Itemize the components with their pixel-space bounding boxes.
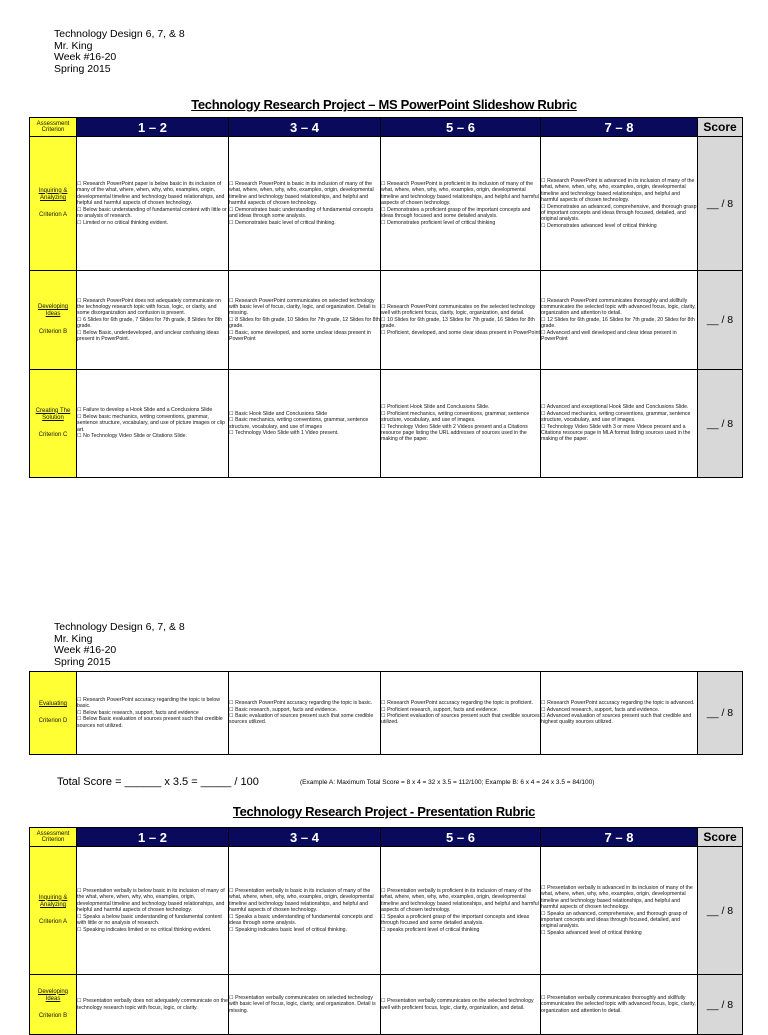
table-row	[30, 137, 743, 271]
criterion-cell	[30, 847, 77, 975]
rubric-cell: ☐ Presentation verbally is advanced in its inclusion of many of the what, where, when, why, who, examples, origin, developmental timeline and technology based relationships, and helpful and harmful aspects of chosen technology. ☐ Speaks an advanced, comprehensive, and thorough grasp of important concepts and ideas through focused, detailed, and original analysis. ☐ Speaks advanced level of critical thinking	[541, 847, 698, 975]
rubric-cell: ☐ Failure to develop a Hook Slide and a Conclusions Slide ☐ Below basic mechanics, writing conventions, grammar, sentence structure, vocabulary, and use of picture images or clip art. ☐ No Technology Video Slide or Citations Slide.	[77, 370, 229, 478]
presentation-rubric-title: Technology Research Project - Presentation Rubric	[232, 804, 536, 819]
rubric-cell: ☐ Research PowerPoint is advanced in its inclusion of many of the what, where, when, why, who, examples, origin, developmental timeline and technology based relationships, and helpful and harmful aspects of chosen technology. ☐ Demonstrates an advanced, comprehensive, and thorough grasp of important concepts and ideas through focused, detailed, and original analysis. ☐ Demonstrates advanced level of critical thinking	[541, 137, 698, 271]
level-header-2: 3 – 4	[229, 828, 381, 847]
rubric-cell: ☐ Research PowerPoint accuracy regarding the topic is proficient. ☐ Proficient research, support, facts and evidence. ☐ Proficient evaluation of sources present such that credible sources utilized.	[381, 672, 541, 755]
level-header-4: 7 – 8	[541, 118, 698, 137]
table-row	[30, 975, 743, 1035]
rubric-cell: ☐ Presentation verbally communicates on selected technology with basic level of focus, logic, clarity, and organization. Detail is missing.	[229, 975, 381, 1035]
criterion-code: Criterion B	[38, 328, 68, 335]
course-title: Technology Design 6, 7, & 8	[54, 621, 185, 633]
criterion-cell	[30, 672, 77, 755]
total-score-line: Total Score = ______ x 3.5 = _____ / 100	[57, 776, 259, 788]
criterion-code: Criterion A	[38, 919, 67, 926]
rubric-cell: ☐ Advanced and exceptional Hook Slide and Conclusions Slide. ☐ Advanced mechanics, writing conventions, grammar, sentence structure, vocabulary, and use of images. ☐ Technology Video Slide with 3 or more Videos present and a Citations resource page in MLA format listing sources used in the making of the paper.	[541, 370, 698, 478]
table-row	[30, 370, 743, 478]
score-header: Score	[698, 118, 743, 137]
level-header-4: 7 – 8	[541, 828, 698, 847]
rubric-cell: ☐ Research PowerPoint communicates on the selected technology well with proficient focus, clarity, logic, organization, and detail. ☐ 10 Slides for 6th grade, 13 Slides for 7th grade, 16 Slides for 8th grade. ☐ Proficient, developed, and some clear ideas present in PowerPoint	[381, 271, 541, 370]
rubric-cell: ☐ Presentation verbally does not adequately communicate on the technology research topic with focus, logic, or clarity.	[77, 975, 229, 1035]
term: Spring 2015	[54, 62, 111, 75]
rubric-cell: ☐ Presentation verbally is below basic in its inclusion of many of the what, where, when, why, who, examples, origin, developmental timeline and technology based relationships, and helpful and harmful aspects of chosen technology. ☐ Speaks a below basic understanding of fundamental content with little or no analysis of research. ☐ Speaking indicates limited or no critical thinking evident.	[77, 847, 229, 975]
score-blank[interactable]: __ / 8	[698, 847, 743, 975]
presentation-rubric-table	[29, 827, 743, 1035]
criterion-code: Criterion A	[38, 212, 67, 219]
rubric-cell: ☐ Research PowerPoint is basic in its inclusion of many of the what, where, when, why, who, examples, origin, developmental timeline and technology based relationships, and helpful and harmful aspects of chosen technology. ☐ Demonstrates basic understanding of fundamental concepts and ideas through some analysis. ☐ Demonstrates basic level of critical thinking.	[229, 137, 381, 271]
document-header-2	[54, 622, 185, 668]
criterion-code: Criterion D	[38, 718, 68, 724]
table-row	[30, 271, 743, 370]
criterion-cell	[30, 137, 77, 271]
criterion-name: Developing Ideas	[37, 304, 69, 318]
criterion-name: Inquiring & Analyzing	[38, 894, 68, 908]
rubric-cell: ☐ Research PowerPoint accuracy regarding the topic is below basic. ☐ Below basic research, support, facts and evidence ☐ Below Basic evaluation of sources present such that credible sources not utilized.	[77, 672, 229, 755]
rubric-cell: ☐ Basic Hook Slide and Conclusions Slide ☐ Basic mechanics, writing conventions, grammar, sentence structure, vocabulary, and use of images ☐ Technology Video Slide with 1 Video present.	[229, 370, 381, 478]
table-row	[30, 847, 743, 975]
teacher-name: Mr. King	[54, 39, 93, 52]
term: Spring 2015	[54, 655, 111, 668]
criterion-name: Creating The Solution	[35, 407, 71, 421]
document-header	[54, 29, 185, 75]
score-blank[interactable]: __ / 8	[698, 370, 743, 478]
rubric-cell: ☐ Research PowerPoint communicates on selected technology with basic level of focus, clarity, logic, and organization. Detail is missing. ☐ 8 Slides for 6th grade, 10 Slides for 7th grade, 12 Slides for 8th grade. ☐ Basic, some developed, and some unclear ideas present in PowerPoint	[229, 271, 381, 370]
criterion-name: Developing Ideas	[37, 988, 69, 1002]
table-row	[30, 672, 743, 755]
score-blank[interactable]: __ / 8	[698, 137, 743, 271]
rubric-cell: ☐ Research PowerPoint does not adequately communicate on the technology research topic with focus, logic, or clarity, and some disorganization and confusion is present. ☐ 6 Slides for 6th grade, 7 Slides for 7th grade, 8 Slides for 8th grade. ☐ Below Basic, underdeveloped, and unclear confusing ideas present in PowerPoint.	[77, 271, 229, 370]
week-range: Week #16-20	[54, 644, 117, 657]
criterion-code: Criterion B	[38, 1013, 68, 1020]
rubric-cell: ☐ Presentation verbally is basic in its inclusion of many of the what, where, when, why, who, examples, origin, developmental timeline and technology based relationships, and helpful and harmful aspects of chosen technology. ☐ Speaks a basic understanding of fundamental concepts and ideas through some analysis. ☐ Speaking indicates basic level of critical thinking.	[229, 847, 381, 975]
criterion-header: Assessment Criterion	[30, 828, 77, 847]
rubric-cell: ☐ Presentation verbally communicates thoroughly and skillfully communicates the selected topic with advanced focus, logic, clarity, organization and attention to detail.	[541, 975, 698, 1035]
teacher-name: Mr. King	[54, 632, 93, 645]
week-range: Week #16-20	[54, 51, 117, 64]
criterion-header: Assessment Criterion	[30, 118, 77, 137]
criterion-cell	[30, 975, 77, 1035]
criterion-cell	[30, 271, 77, 370]
score-blank[interactable]: __ / 8	[698, 271, 743, 370]
score-blank[interactable]: __ / 8	[698, 672, 743, 755]
level-header-3: 5 – 6	[381, 118, 541, 137]
level-header-3: 5 – 6	[381, 828, 541, 847]
rubric-cell: ☐ Research PowerPoint paper is below basic in its inclusion of many of the what, where, when, why, who, examples, origin, developmental timeline and technology based relationships, and helpful and harmful aspects of chosen technology. ☐ Below basic understanding of fundamental content with little or no analysis of research. ☐ Limited or no critical thinking evident.	[77, 137, 229, 271]
rubric-cell: ☐ Research PowerPoint is proficient in its inclusion of many of the what, where, when, why, who, examples, origin, developmental timeline and technology based relationships, and helpful and harmful aspects of chosen technology. ☐ Demonstrates a proficient grasp of the important concepts and ideas through focused and some detailed analysis. ☐ Demonstrates proficient level of critical thinking	[381, 137, 541, 271]
course-title: Technology Design 6, 7, & 8	[54, 28, 185, 40]
rubric-title: Technology Research Project – MS PowerPoint Slideshow Rubric	[191, 97, 577, 112]
rubric-cell: ☐ Research PowerPoint accuracy regarding the topic is advanced. ☐ Advanced research, support, facts and evidence. ☐ Advanced evaluation of sources present such that credible and highest quality sources utilized.	[541, 672, 698, 755]
slideshow-rubric-table	[29, 117, 743, 478]
rubric-cell: ☐ Presentation verbally communicates on the selected technology well with proficient focus, logic, clarity, organization, and detail.	[381, 975, 541, 1035]
score-header: Score	[698, 828, 743, 847]
criterion-cell	[30, 370, 77, 478]
criterion-name: Evaluating	[38, 700, 68, 707]
criterion-code: Criterion C	[38, 432, 68, 439]
level-header-2: 3 – 4	[229, 118, 381, 137]
level-header-1: 1 – 2	[77, 828, 229, 847]
score-example: (Example A: Maximum Total Score = 8 x 4 = 32 x 3.5 = 112/100; Example B: 6 x 4 = 24 x 3.5 = 84/100)	[300, 779, 595, 786]
rubric-cell: ☐ Presentation verbally is proficient in its inclusion of many of the what, where, when, why, who, examples, origin, developmental timeline and technology based relationships, and helpful and harmful aspects of chosen technology. ☐ Speaks a proficient grasp of the important concepts and ideas through focused and some detailed analysis. ☐ speaks proficient level of critical thinking	[381, 847, 541, 975]
criterion-name: Inquiring & Analyzing	[38, 187, 68, 201]
score-blank[interactable]: __ / 8	[698, 975, 743, 1035]
slideshow-rubric-continuation	[29, 671, 743, 755]
rubric-cell: ☐ Research PowerPoint accuracy regarding the topic is basic. ☐ Basic research, support, facts and evidence. ☐ Basic evaluation of sources present such that some credible sources utilized.	[229, 672, 381, 755]
level-header-1: 1 – 2	[77, 118, 229, 137]
rubric-cell: ☐ Research PowerPoint communicates thoroughly and skillfully communicates the selected topic with advanced focus, logic, clarity, organization and attention to detail. ☐ 12 Slides for 6th grade, 16 Slides for 7th grade, 20 Slides for 8th grade. ☐ Advanced and well developed and clear ideas present in PowerPoint	[541, 271, 698, 370]
rubric-cell: ☐ Proficient Hook Slide and Conclusions Slide. ☐ Proficient mechanics, writing conventions, grammar, sentence structure, vocabulary, and use of images. ☐ Technology Video Slide with 2 Videos present and a Citations resource page listing the URL addresses of sources used in the making of the paper.	[381, 370, 541, 478]
